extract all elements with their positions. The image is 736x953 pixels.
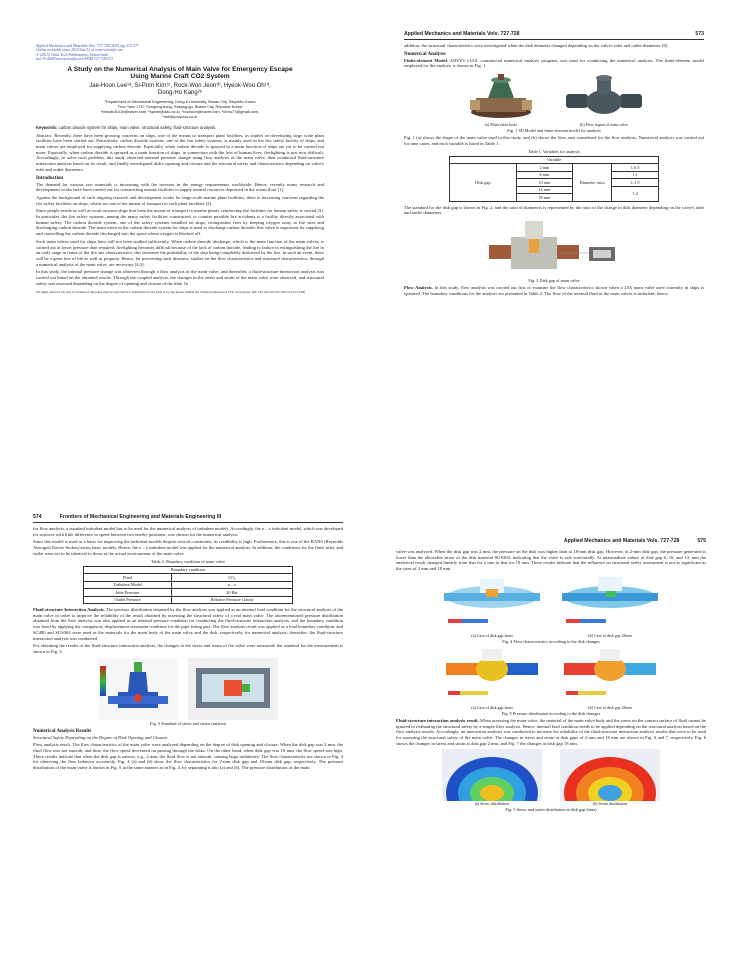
table-cell: κ – ε — [172, 581, 293, 589]
subsection-heading: Structural Safety Depending on the Degree of Disk Opening and Closure. — [33, 734, 169, 740]
figure-caption: Fig. 1 3D Model and finite element model for analysis — [507, 128, 601, 134]
flow-region-image — [564, 72, 644, 122]
figure-1 — [404, 72, 704, 127]
pressure-18mm-image — [560, 647, 660, 705]
subcaption: (b) Flow region of main valve — [579, 122, 629, 128]
flow-18mm-image — [560, 575, 660, 633]
page-number: 574 — [33, 514, 42, 520]
section-heading: Numerical Analysis Results — [33, 728, 92, 734]
intro-heading: Introduction — [36, 175, 64, 181]
table-cell: 1:1 — [612, 171, 659, 179]
authors-line-1: Jae-Hoon Lee¹ᵃ, Si-Pom Kim¹ᶜ, Rock-Won Jeon¹ᵇ, Hyeok-Woo Oh¹ᵈ, — [89, 82, 271, 89]
figure-caption: Fig. 5 Pressure distribution according to the disk changes — [501, 710, 601, 716]
figure-caption: Fig. 2 Disk gap of main valve — [528, 277, 580, 283]
affiliation-1: ¹Department of Mechanical Engineering, Dong-A University, Busan City, Republic Korea — [104, 98, 256, 104]
table-cell: 1:1.5 — [612, 179, 659, 187]
paper-page-573 — [396, 25, 712, 453]
run-in-heading: Flow Analysis. — [404, 284, 433, 290]
figure-2 — [404, 219, 704, 277]
table-cell: Relative Pressure (1atm) — [172, 596, 293, 604]
paragraph — [404, 58, 704, 69]
page-header — [33, 514, 343, 523]
figure-6b — [560, 749, 660, 806]
figure-5b — [560, 647, 660, 710]
authors — [36, 83, 324, 97]
figure-5a — [442, 647, 542, 710]
paragraph-text: In this study, flow analysis was carried out first to examine the flow characteristics shown when a 25A main valve used currently in ships is operated. The boundary conditions for the analysis are presented in Table 2. The flow of the internal fluid in the main valves is turbulent; hence, — [404, 284, 704, 296]
paragraph: for flow analysis, a standard turbulent model has to be used for the numerical analysis of turbulent models. Accordingly, the κ – ε turbulent model, which was developed for surfaces with little difference in speed between two nearby positions, was chosen for the numerical analysis. — [33, 526, 343, 537]
subcaption: (b) Case of disk gap 18mm — [588, 632, 632, 638]
table-cell: 2 mm — [516, 164, 573, 172]
table-cell: Inlet Pressure — [84, 589, 172, 597]
journal-title: Applied Mechanics and Materials Vols. 727-728 — [404, 31, 520, 37]
pressure-2mm-image — [442, 647, 542, 705]
abstract: Abstract. Recently, there have been growing concerns on ships, one of the means to transport plant facilities, as studies on developing large scale plant facilities have been carried out. Particularly, carbon dioxide systems, one of the fire safety systems, is mainly used in the fire safety facility of ships, and main valves are employed for supplying carbon dioxide. Especially, when carbon dioxide is sprayed in a main function of ships are yet to be carried out more. Especially, when carbon dioxide is sprayed as a main function of ships, in connection with the loss of human lives, firefighting is just now difficult. Accordingly, to solve such problem, this study observed internal pressure change using flow analysis of the main valve, then conducted fluid-structure interaction analysis based on its result, and finally investigated disk's opening and closure and the structural safety and characteristics depending on valve's inlet and outlet diameters. — [36, 132, 324, 172]
paragraph — [396, 718, 706, 747]
table-row-label: Disk gap — [450, 164, 517, 202]
figure-1b — [564, 72, 644, 127]
run-in-heading: Fluid-structure interaction analysis result. — [396, 717, 479, 723]
email-2: ᵉmd@yooyoun.co.kr — [162, 114, 198, 120]
paragraph-text: The pressure distribution obtained by the flow analysis was applied as an internal load condition for the structural analysis of the main valve in order to improve the reliability of the result obtained by assessing the structural safety of a real main valve. The aforementioned pressure distribution obtained from the flow analysis was also applied as an internal pressure condition for conducting the fluid-structure interaction analysis, and the boundary condition was fixed by applying the compulsory displacement constraint condition for the pipe-fitting part. The flow analysis result was applied as a load boundary condition, and SC480 and SUS304 were used as the materials for the main body of the main valve and the disk, respectively, for numerical analysis; thereafter, the fluid-structure interaction analysis was conducted. — [33, 607, 343, 641]
intro-paragraph: Since people reside as well as work on most ships that form the means of transport to marine plants, reinforcing fire facilities for human safety is crucial [3]. In particular, the fire safety systems, among the many safety facilities constructed, to counter possible fire accidents is a facility directly associated with human safety. The carbon dioxide system, one of the safety systems installed on ships, extinguishes fires by keeping oxygen away at fire sites and discharging carbon dioxide. The main valve in the carbon dioxide system for ships is used to discharge carbon dioxide; this valve is important for supplying and controlling the carbon dioxide discharged into the space where oxygen is blocked off. — [36, 208, 324, 237]
figure-6 — [396, 749, 706, 806]
citation-line: Applied Mechanics and Materials Vols. 727-728 (2015) pp 572-577 — [36, 44, 139, 48]
paragraph-text: When assessing the main valve, the material of the main valve body and the stress on the contact surface of fluid cannot be ignored in evaluating the structural safety by a simple flow analysis. Hence, internal load condition needs to be applied depending on the structural analysis based on the flow analysis results. Accordingly, an interaction analysis was conducted to increase the reliability of the fluid-structure interaction analysis results that were to be used for assessing the structural safety of the main valve. The changes in stress and strain at disk gaps of 2 mm and 18 mm are shown in Fig. 6 and 7, respectively. Fig. 6 shows the changes in stress and strain at disk gap 2 mm, and Fig. 7 the changes at disk gap 18 mm. — [396, 717, 706, 746]
table-header: Boundary condition — [84, 566, 293, 574]
keywords-label: Keywords: — [36, 124, 58, 130]
paper-page-574 — [25, 508, 351, 933]
page-number: 575 — [697, 538, 706, 544]
figure-caption: Fig. 4 Flow characteristics according to the disk changes — [502, 638, 600, 644]
page-header — [396, 538, 706, 546]
title-line-1: A Study on the Numerical Analysis of Main Valve for Emergency Escape — [67, 65, 293, 73]
table-cell: Turbulent Model — [84, 581, 172, 589]
figure-4a — [442, 575, 542, 638]
figure-1a — [464, 72, 538, 127]
paragraph: For obtaining the results of the fluid-structure interaction analysis, the changes in the stress and strain of the valve were measured; the standard for the measurement is shown in Fig. 3. — [33, 643, 343, 654]
subcaption: (b) Case of disk gap 18mm — [588, 704, 632, 710]
paragraph: The standard for the disk gap is shown in Fig. 2, and the ratio of diameters is represented by the ratio of the change in disk diameter depending on the valve's inlet and outlet diameters. — [404, 204, 704, 216]
table-cell: 10 mm — [516, 179, 573, 187]
figure-4 — [396, 575, 706, 638]
affiliation-2: ²Yoo Youn LTD, Gongung-dong, Sasang-gu, Busan City, Republic Korea — [117, 104, 243, 110]
subcaption: (a) Stress distribution — [474, 801, 510, 807]
citation-line: doi:10.4028/www.scientific.net/AMM.727-728.572 — [36, 57, 114, 62]
strain-measure-image — [188, 658, 278, 720]
paragraph: valve was analyzed. When the disk gap was 2 mm, the pressure on the disk was higher than at 18-mm disk gap. However, at 2-mm disk gap, the pressure generated is lower than the allowable stress of the disk material SUS304, indicating that the valve is safe structurally. At intermediate values of disk gap 6, 10, and 14, mm the analytical result changed linearly from that for 2 mm to that for 18 mm. These results indicate that the influence on structural safety assessment is not as significant as the sizes of 2 mm and 18 mm. — [396, 549, 706, 572]
valve-body-image — [464, 72, 538, 122]
paper-page-575 — [388, 532, 714, 940]
stress-measure-image — [98, 658, 178, 720]
subcaption: (a) Case of disk gap 2mm — [471, 704, 513, 710]
table-caption: Table 2. Boundary condition of main valve — [151, 558, 225, 564]
paragraph: Flow analysis result. The flow characteristics of the main valve were analyzed depending on the degree of disk opening and closure. When the disk gap was 2 mm, the fluid flow was not smooth, and thus, the flow speed decreased on passing through the disks. On the other hand, when disk gap was 18 mm, the flow speed was high. These results indicate that when the disk gap is narrow, e.g., 2 mm, the fluid flow is not smooth, causing large turbulence. The flow characteristics are shown in Fig. 4 for observing the flow behavior accurately. Fig. 4 (a) and (b) show the flow characteristics for 2-mm disk gap and 18-mm disk gap, respectively. The pressure distribution of the main valve is shown in Fig. 5 in the same manner as in Fig. 4, by separating it into (a) and (b). The pressure distribution of the main — [33, 742, 343, 771]
paragraph: Since this model is used as a basis for improving the turbulent models despite several constraints, its credibility is high. Furthermore, this is one of the RANS (Reynolds Averaged Navier-Stokes) series basic models. Hence, the κ – ε turbulent model was applied for the numerical analysis. In addition, the conditions for the fluid, inlet, and outlet were set to be identical to those in the actual environment of the main valve. — [33, 539, 343, 556]
table-2 — [83, 566, 293, 605]
journal-title: Frontiers of Mechanical Engineering and Materials Engineering III — [59, 514, 222, 520]
table-cell: CO₂ — [172, 574, 293, 582]
figure-6a — [442, 749, 542, 806]
strain-distribution-image — [560, 749, 660, 801]
title-line-2: Using Marine Craft CO2 System — [130, 73, 230, 81]
table-cell: Fluid — [84, 574, 172, 582]
paper-page-572 — [30, 40, 330, 442]
paragraph: Fig. 1 (a) shows the shape of the main valve used in this study, and (b) shows the flow area considered for the flow analysis. Numerical analysis was carried out for nine cases, and each variable is listed in Table 1. — [404, 135, 704, 146]
keywords-text: carbon dioxide system for ships, main valve, structural safety, fluid-structure analysis. — [58, 124, 217, 130]
citation-block — [36, 44, 324, 62]
section-heading: Numerical Analysis — [404, 51, 446, 57]
copyright-footer: All rights reserved. No part of contents of this paper may be reproduced or transmitted in any form or by any means without the written permission of TTP, www.ttp.net. (ID: 165.194.103.162-18/01/15,12:51:48) — [36, 289, 306, 294]
table-row-label: Diameter ratio — [573, 164, 612, 202]
table-header: Variable — [450, 156, 659, 164]
stress-distribution-image — [442, 749, 542, 801]
figure-caption: Fig. 3 Standard of stress and strain variation — [150, 720, 226, 726]
table-cell: 20 Bar — [172, 589, 293, 597]
paragraph: addition, the structural characteristics were investigated when the disk diameter changed depending on the valve's inlet and outlet diameters [6]. — [404, 43, 669, 48]
intro-paragraph: Such main valves used for ships have still not been studied sufficiently. When carbon dioxide discharge, which is the main function of the main valves, is carried out at lower pressure than required, firefighting becomes difficult because of the lack of carbon dioxide, leading to failure in extinguishing the fire in an early stage in terms of the fire site characteristics; this increases the probability of the ship being completely destroyed by the fire. In such an event, there will be a great loss of life as well as property. Hence, for preventing such disasters, studies on the flow characteristics and structural characteristics, through a numerical analysis of the main valve, are necessary [4,5]. — [36, 238, 324, 267]
figure-4b — [560, 575, 660, 638]
paragraph — [33, 607, 343, 641]
journal-title: Applied Mechanics and Materials Vols. 727-728 — [563, 538, 680, 544]
table-1 — [449, 156, 659, 202]
table-cell: 18 mm — [516, 194, 573, 202]
authors-line-2: Dong-Ho Kang²ᵉ — [158, 89, 202, 96]
intro-paragraph: The demand for various raw materials is increasing with the increase in the energy requirements worldwide. Hence, recently many research and development works have been carried out for constructing marine facilities to supply natural resources deposited in the ocean floor [1]. — [36, 181, 324, 193]
table-cell: 1:0.5 — [612, 164, 659, 172]
disk-gap-image — [489, 219, 619, 277]
figure-3 — [33, 658, 343, 720]
affiliations — [36, 99, 324, 120]
citation-line: © (2015) Trans Tech Publications, Switzerland — [36, 52, 108, 57]
table-cell: Outlet Pressure — [84, 596, 172, 604]
table-caption: Table 1. Variables for analysis — [528, 148, 580, 154]
subcaption: (a) Main valve body — [484, 122, 518, 128]
page-number: 573 — [695, 31, 704, 37]
page-header — [404, 31, 704, 40]
paragraph-text: ANSYS v14.0, commercial numerical analysis program, was used for conducting the numerical analysis. The finite-element model employed for the analysis is shown in Fig. 1. — [404, 57, 704, 69]
intro-paragraph: In this study, the internal pressure change was observed through a flow analysis of the main valve, and thereafter, a fluid-structure interaction analysis was carried out based on the obtained results. Through the coupled analysis, the changes in the stress and strain of the main valve were observed, and structural safety was assessed depending on the degree of opening and closure of the disk. In — [36, 269, 324, 286]
table-cell: 6 mm — [516, 171, 573, 179]
keywords — [36, 125, 324, 130]
emails: ᵃdhswkd1010@naver.com, ᵇspkim@dau.ac.kr, ᶜrockwon@naver.com, ᵈohhu77@gmail.com, — [100, 109, 260, 115]
run-in-heading: Finite-element Model. — [404, 57, 449, 63]
paper-title — [36, 66, 324, 81]
subcaption: (a) Case of disk gap 2mm — [471, 632, 513, 638]
table-cell: 14 mm — [516, 186, 573, 194]
intro-paragraph: Against the background of such ongoing research and development works for large-scale marine plant facilities, there is increasing concerns regarding the fire safety facilities on ships, which are one of the means of transport to such plant facilities [2]. — [36, 194, 324, 206]
run-in-heading: Fluid-structure Interaction Analysis. — [33, 607, 105, 613]
figure-caption: Fig. 5 Stress and strain distribution at disk gap 2mm) — [505, 807, 597, 813]
figure-5 — [396, 647, 706, 710]
paragraph — [404, 285, 704, 296]
citation-line: Online available since 2015/Jan/12 at www.scientific.net — [36, 48, 123, 53]
subcaption: (b) Strain distribution — [592, 801, 628, 807]
flow-2mm-image — [442, 575, 542, 633]
table-cell: 1:2 — [612, 186, 659, 201]
